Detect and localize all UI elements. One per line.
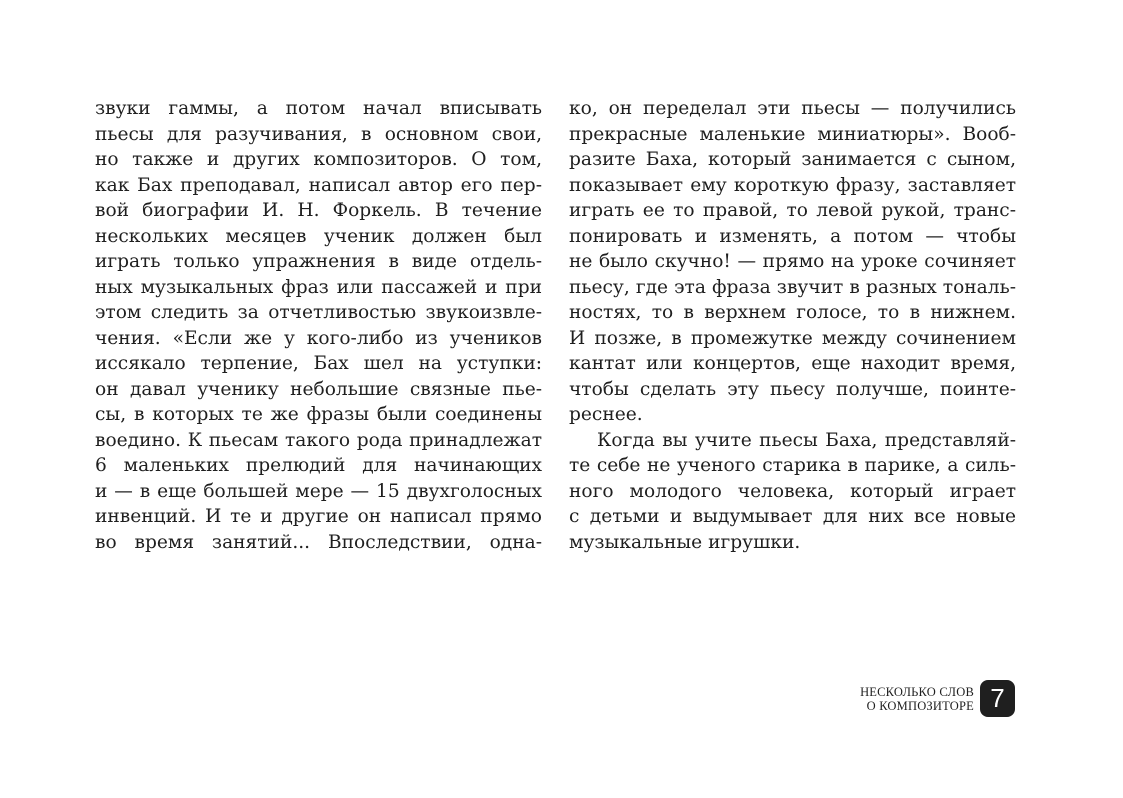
text-line: вой биографии И. Н. Форкель. В течение	[95, 200, 542, 221]
text-line: показывает ему короткую фразу, заставляет	[569, 174, 1016, 196]
text-line: сы, в которых те же фразы были соединены	[95, 404, 542, 425]
text-line: играть только упражнения в виде отдель-	[95, 251, 542, 272]
text-line: чтобы сделать эту пьесу получше, поинте-	[569, 378, 1016, 400]
text-line: иссякало терпение, Бах шел на уступки:	[95, 353, 542, 374]
text-line: но также и других композиторов. О том,	[95, 149, 542, 170]
text-line: с детьми и выдумывает для них все новые	[569, 506, 1016, 527]
text-line: не было скучно! — прямо на уроке сочиняет	[569, 251, 1016, 272]
text-column-left	[95, 96, 542, 555]
text-line: понировать и изменять, а потом — чтобы	[569, 225, 1016, 247]
text-line: прекрасные маленькие миниатюры». Вооб-	[569, 123, 1016, 145]
text-line: играть ее то правой, то левой рукой, транс-	[569, 200, 1016, 221]
text-line: как Бах преподавал, написал автор его пер-	[95, 174, 542, 196]
section-title-line: НЕСКОЛЬКО СЛОВ	[860, 684, 974, 699]
section-title	[860, 685, 974, 713]
text-line: 6 маленьких прелюдий для начинающих	[95, 455, 542, 476]
text-line-paragraph-end: музыкальные игрушки.	[569, 531, 801, 553]
section-title-line: О КОМПОЗИТОРЕ	[866, 698, 974, 713]
text-column-right	[569, 96, 1016, 555]
text-line: И позже, в промежутке между сочинением	[569, 327, 1016, 349]
text-line: нескольких месяцев ученик должен был	[95, 225, 542, 247]
text-line: и — в еще большей мере — 15 двухголосных	[95, 480, 542, 502]
text-line-paragraph-end: реснее.	[569, 404, 643, 425]
text-line: пьесу, где эта фраза звучит в разных тональ-	[569, 276, 1016, 298]
text-line: ко, он переделал эти пьесы — получились	[569, 98, 1016, 119]
text-line: ностях, то в верхнем голосе, то в нижнем.	[569, 302, 1016, 323]
text-line: инвенций. И те и другие он написал прямо	[95, 506, 542, 527]
text-line: кантат или концертов, еще находит время,	[569, 353, 1016, 374]
text-line: пьесы для разучивания, в основном свои,	[95, 123, 542, 145]
text-line-paragraph-start: Когда вы учите пьесы Баха, представляй-	[597, 429, 1016, 451]
text-line: ных музыкальных фраз или пассажей и при	[95, 276, 542, 298]
text-line: во время занятий... Впоследствии, одна-	[95, 531, 542, 553]
text-line: чения. «Если же у кого-либо из учеников	[95, 327, 542, 349]
text-line: он давал ученику небольшие связные пье-	[95, 378, 542, 400]
text-line: воедино. К пьесам такого рода принадлежат	[95, 429, 542, 451]
text-line: звуки гаммы, а потом начал вписывать	[95, 98, 542, 119]
text-line: те себе не ученого старика в парике, а силь-	[569, 455, 1016, 476]
text-line: ного молодого человека, который играет	[569, 480, 1016, 502]
text-line: этом следить за отчетливостью звукоизвле-	[95, 302, 542, 323]
page-number-badge: 7	[980, 680, 1015, 717]
page-footer	[860, 680, 1015, 717]
text-line: разите Баха, который занимается с сыном,	[569, 149, 1016, 170]
